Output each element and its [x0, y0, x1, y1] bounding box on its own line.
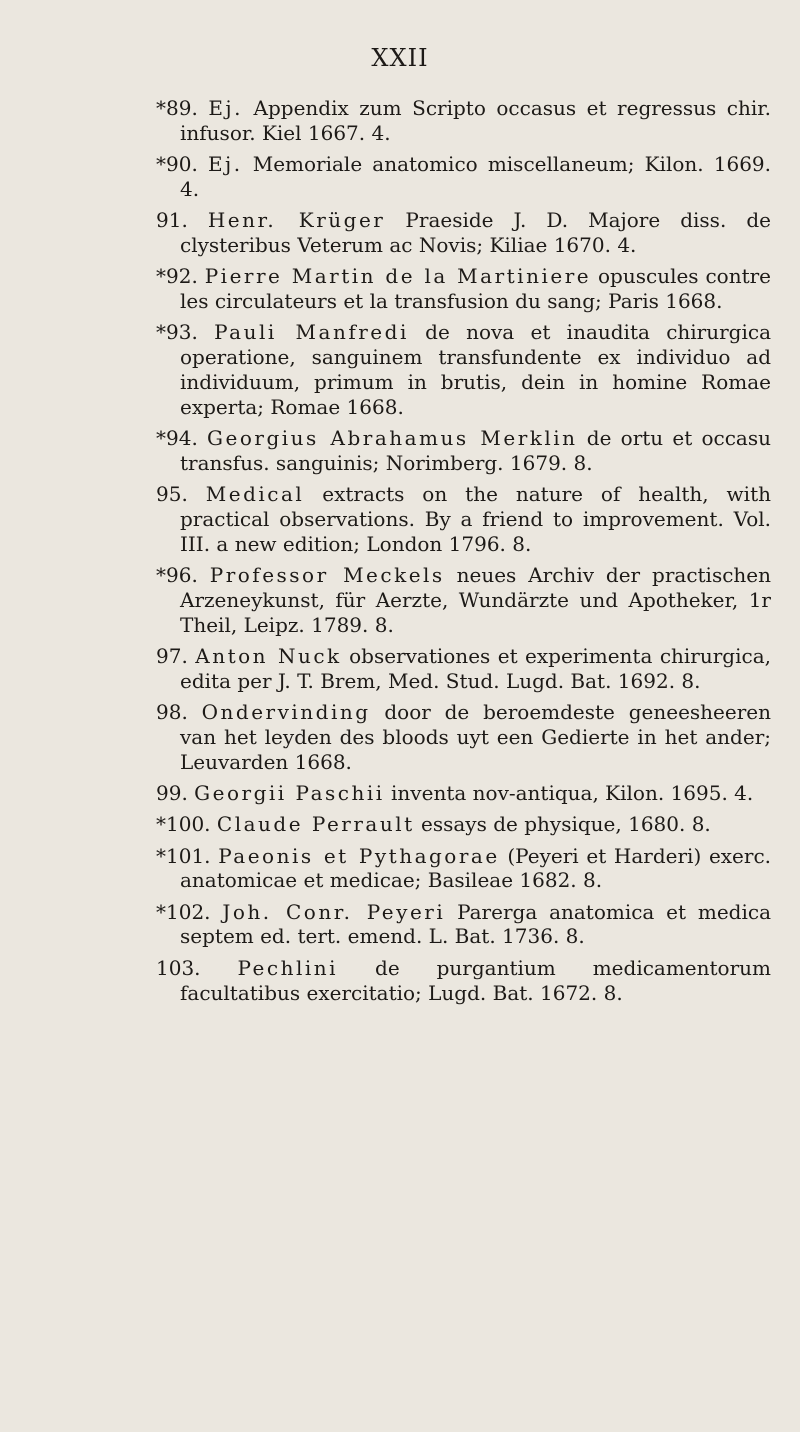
- entry-title: de purgantium medicamentorum facultatibus exercitatio; Lugd. Bat. 1672. 8.: [180, 955, 772, 1005]
- bibliography-list: [156, 96, 771, 1012]
- entry-number: *102.: [156, 899, 211, 924]
- entry-number: *96.: [156, 563, 198, 588]
- entry-number: *101.: [156, 843, 211, 868]
- entry-author: Georgii Paschii: [194, 780, 385, 805]
- bibliography-entry: [156, 264, 771, 314]
- entry-title: Memoriale anatomico miscellaneum; Kilon. 1669. 4.: [180, 152, 771, 201]
- entry-author: Henr. Krüger: [207, 208, 386, 233]
- entry-number: *93.: [156, 320, 198, 345]
- entry-author: Paeonis et Pythagorae: [218, 843, 500, 868]
- bibliography-entry: [156, 426, 771, 476]
- entry-number: 99.: [156, 780, 188, 805]
- entry-author: Joh. Conr. Peyeri: [222, 899, 446, 924]
- entry-author: Professor Meckels: [209, 563, 445, 588]
- bibliography-entry: [156, 152, 771, 202]
- bibliography-entry: [156, 320, 771, 419]
- entry-number: *90.: [156, 152, 198, 177]
- entry-title: inventa nov-antiqua, Kilon. 1695. 4.: [391, 780, 754, 805]
- entry-number: *89.: [156, 96, 198, 120]
- bibliography-entry: [156, 644, 771, 694]
- entry-author: Ej.: [208, 96, 243, 120]
- bibliography-entry: [156, 844, 771, 894]
- entry-title: extracts on the nature of health, with practical observations. By a friend to improvement. Vol. III. a new edition; London 1796. 8.: [180, 482, 771, 556]
- entry-number: 97.: [156, 643, 188, 668]
- entry-author: Ondervinding: [201, 700, 371, 725]
- entry-number: 98.: [156, 700, 188, 725]
- entry-author: Ej.: [207, 152, 243, 177]
- entry-title: essays de physique, 1680. 8.: [421, 812, 711, 837]
- entry-title: observationes et experimenta chirurgica, edita per J. T. Brem, Med. Stud. Lugd. Bat. 1692. 8.: [180, 643, 771, 693]
- entry-title: Appendix zum Scripto occasus et regressus chir. infusor. Kiel 1667. 4.: [180, 96, 772, 145]
- entry-title: Praeside J. D. Majore diss. de clysteribus Veterum ac Novis; Kiliae 1670. 4.: [180, 208, 771, 257]
- bibliography-entry: [156, 208, 771, 258]
- entry-title: opuscules contre les circulateurs et la transfusion du sang; Paris 1668.: [180, 264, 772, 314]
- entry-number: *92.: [156, 264, 198, 289]
- entry-number: 95.: [156, 482, 188, 507]
- entry-author: Georgius Abrahamus Merklin: [207, 426, 578, 451]
- bibliography-entry: [156, 812, 771, 837]
- bibliography-entry: [156, 700, 771, 774]
- entry-number: *100.: [156, 812, 211, 837]
- page-number-header: XXII: [371, 44, 429, 72]
- entry-title: (Peyeri et Harderi) exerc. anatomicae et medicae; Basileae 1682. 8.: [180, 843, 772, 893]
- entry-author: Pechlini: [237, 955, 339, 980]
- entry-title: de nova et inaudita chirurgica operatione, sanguinem transfundente ex individuo ad individuum, primum in brutis, dein in homine Romae experta; Romae 1668.: [180, 320, 772, 419]
- entry-title: Parerga anatomica et medica septem ed. tert. emend. L. Bat. 1736. 8.: [180, 899, 772, 949]
- entry-title: neues Archiv der practischen Arzeneykunst, für Aerzte, Wundärzte und Apotheker, 1r Theil, Leipz. 1789. 8.: [180, 563, 772, 637]
- entry-number: 91.: [156, 208, 188, 233]
- entry-number: 103.: [156, 955, 201, 980]
- entry-author: Claude Perrault: [216, 812, 415, 837]
- entry-number: *94.: [156, 426, 198, 451]
- entry-author: Pierre Martin de la Martiniere: [204, 264, 592, 289]
- bibliography-entry: [156, 956, 771, 1006]
- entry-title: de ortu et occasu transfus. sanguinis; Norimberg. 1679. 8.: [180, 426, 772, 475]
- bibliography-entry: [156, 482, 771, 556]
- bibliography-entry: [156, 96, 771, 146]
- entry-title: door de beroemdeste geneesheeren van het leyden des bloods uyt een Gedierte in het ander; Leuvarden 1668.: [180, 700, 771, 774]
- entry-author: Medical: [205, 482, 305, 507]
- entry-author: Pauli Manfredi: [214, 320, 409, 345]
- entry-author: Anton Nuck: [195, 643, 342, 668]
- bibliography-entry: [156, 781, 771, 806]
- bibliography-entry: [156, 900, 771, 950]
- bibliography-entry: [156, 563, 771, 637]
